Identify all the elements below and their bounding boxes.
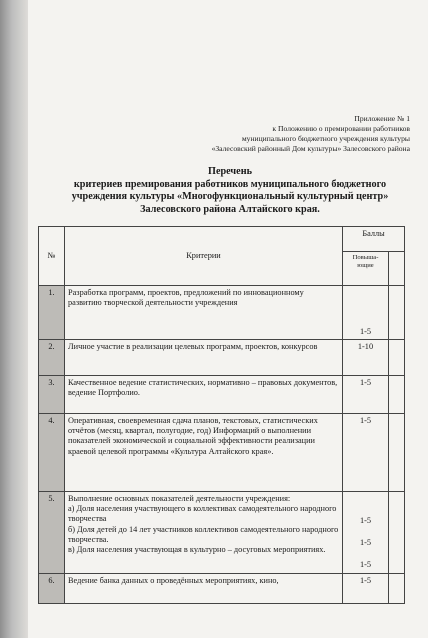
criteria-sub-b: б) Доля детей до 14 лет участников коллективов самодеятельного народного творчества. [68, 524, 339, 544]
row-criteria [65, 492, 343, 574]
title-line: Залесовского района Алтайского края. [140, 203, 320, 215]
appendix-line: «Залесовский районный Дом культуры» Залесовского района [211, 144, 410, 153]
document-title [60, 166, 400, 216]
title-line: учреждения культуры «Многофункциональный культурный центр» [71, 191, 389, 202]
row-criteria: Разработка программ, проектов, предложений по инновационному развитию творческой деятельности учреждения [65, 286, 343, 340]
header-number: № [39, 227, 65, 286]
sub-score-b: 1-5 [359, 538, 372, 548]
header-raising: Повыша-ющие [343, 252, 389, 286]
book-binding-shadow [0, 0, 30, 638]
row-criteria: Ведение банка данных о проведённых мероприятиях, кино, [65, 573, 343, 603]
title-line: Перечень [208, 166, 252, 177]
row-number: 5. [39, 492, 65, 574]
row-empty-cell [389, 492, 405, 574]
criteria-heading: Выполнение основных показателей деятельности учреждения: [68, 494, 291, 503]
table-row [39, 414, 405, 492]
title-line: критериев премирования работников муниципального бюджетного [73, 178, 387, 190]
row-number: 2. [39, 340, 65, 376]
row-score: 1-5 [343, 414, 389, 492]
row-empty-cell [389, 573, 405, 603]
table-header-row [39, 227, 405, 252]
row-number: 1. [39, 286, 65, 340]
row-criteria: Оперативная, своевременная сдача планов, текстовых, статистических отчётов (месяц, квартал, полугодие, год) Информаций о выполнении показателей экономической и социальной эффективности реализации краевой целевой программы «Культура Алтайского края». [65, 414, 343, 492]
criteria-sub-c: в) Доля населения участвующая в культурно – досуговых мероприятиях. [68, 545, 326, 555]
row-score: 1-10 [343, 340, 389, 376]
sub-score-c: 1-5 [359, 560, 372, 570]
header-empty-cell [389, 252, 405, 286]
row-empty-cell [389, 376, 405, 414]
header-criteria: Критерии [65, 227, 343, 286]
appendix-line: муниципального бюджетного учреждения культуры [241, 134, 410, 143]
table-row [39, 492, 405, 574]
row-criteria: Качественное ведение статистических, нормативно – правовых документов, ведение Портфолио. [65, 376, 343, 414]
row-number: 6. [39, 573, 65, 603]
row-number: 4. [39, 414, 65, 492]
row-score: 1-5 [343, 376, 389, 414]
table-row [39, 573, 405, 603]
row-empty-cell [389, 414, 405, 492]
sub-score-a: 1-5 [359, 516, 372, 525]
row-empty-cell [389, 286, 405, 340]
table-row [39, 286, 405, 340]
appendix-line: к Положению о премировании работников [272, 124, 410, 133]
table-row [39, 340, 405, 376]
table-row [39, 376, 405, 414]
appendix-header [150, 114, 410, 154]
header-points: Баллы [343, 227, 405, 252]
row-score: 1-5 [343, 573, 389, 603]
criteria-table [38, 226, 405, 604]
appendix-line: Приложение № 1 [354, 114, 410, 123]
row-score [343, 492, 389, 574]
row-number: 3. [39, 376, 65, 414]
row-empty-cell [389, 340, 405, 376]
criteria-sub-a: а) Доля населения участвующего в коллективах самодеятельного народного творчества [68, 504, 337, 524]
row-score: 1-5 [343, 286, 389, 340]
row-criteria: Личное участие в реализации целевых программ, проектов, конкурсов [65, 340, 343, 376]
